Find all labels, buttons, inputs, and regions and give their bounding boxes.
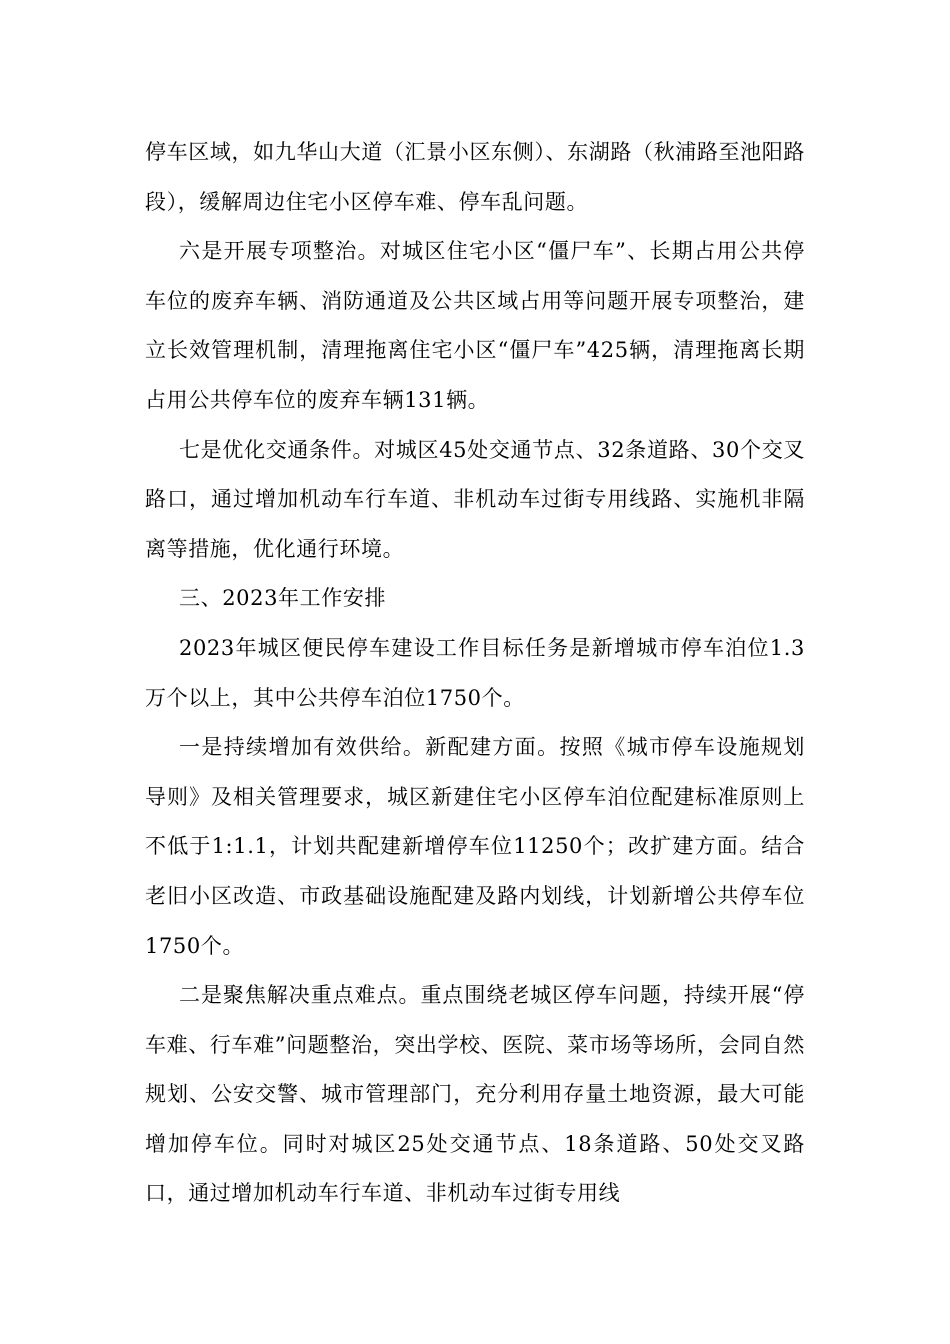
section-heading-2023-plan: 三、2023年工作安排 <box>179 586 387 611</box>
paragraph-parking-areas: 停车区域，如九华山大道（汇景小区东侧）、东湖路（秋浦路至池阳路段），缓解周边住宅小区停车难、停车乱问题。 <box>145 140 805 214</box>
paragraph-increase-supply: 一是持续增加有效供给。新配建方面。按照《城市停车设施规划导则》及相关管理要求，城区新建住宅小区停车泊位配建标准原则上不低于1:1.1，计划共配建新增停车位11250个；改扩建方面。结合老旧小区改造、市政基础设施配建及路内划线，计划新增公共停车位1750个。 <box>145 735 805 958</box>
paragraph-2023-targets: 2023年城区便民停车建设工作目标任务是新增城市停车泊位1.3万个以上，其中公共停车泊位1750个。 <box>145 635 805 710</box>
paragraph-traffic-optimization: 七是优化交通条件。对城区45处交通节点、32条道路、30个交叉路口，通过增加机动车行车道、非机动车过街专用线路、实施机非隔离等措施，优化通行环境。 <box>145 437 805 561</box>
paragraph-key-difficulties: 二是聚焦解决重点难点。重点围绕老城区停车问题，持续开展“停车难、行车难”问题整治，突出学校、医院、菜市场等场所，会同自然规划、公安交警、城市管理部门，充分利用存量土地资源，最大可能增加停车位。同时对城区25处交通节点、18条道路、50处交叉路口，通过增加机动车行车道、非机动车过街专用线 <box>145 983 805 1206</box>
paragraph-special-rectification: 六是开展专项整治。对城区住宅小区“僵尸车”、长期占用公共停车位的废弃车辆、消防通道及公共区域占用等问题开展专项整治，建立长效管理机制，清理拖离住宅小区“僵尸车”425辆，清理拖离长期占用公共停车位的废弃车辆131辆。 <box>145 239 805 412</box>
document-body <box>145 128 805 1219</box>
